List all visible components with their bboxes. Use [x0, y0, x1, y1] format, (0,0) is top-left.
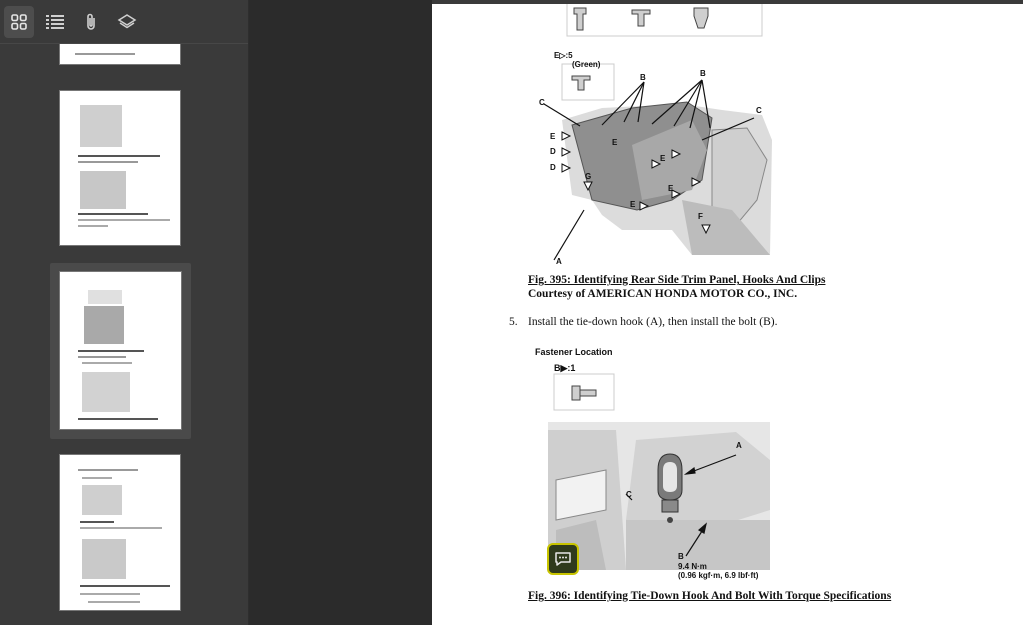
figure-label: F [698, 212, 703, 221]
figure-label: B [678, 552, 684, 561]
figure-label: E [630, 200, 636, 209]
page-thumbnail-selected[interactable] [59, 271, 182, 430]
figure-label: B [700, 69, 706, 78]
figure-395-caption: Fig. 395: Identifying Rear Side Trim Panel, Hooks And Clips [528, 274, 826, 286]
attachments-button[interactable] [76, 6, 106, 38]
figure-395-courtesy: Courtesy of AMERICAN HONDA MOTOR CO., INC. [528, 288, 798, 300]
figure-label: C [756, 106, 762, 115]
chat-button[interactable] [547, 543, 579, 575]
figure-label: (Green) [572, 60, 601, 69]
page-thumbnail[interactable] [59, 90, 181, 246]
figure-label: C [626, 490, 632, 499]
figure-label: E [668, 184, 674, 193]
figure-label: A [556, 257, 562, 266]
fastener-count-label: B▶:1 [554, 363, 576, 373]
figure-label: E [612, 138, 618, 147]
figure-label: A [736, 441, 742, 450]
sidebar-toolbar [0, 0, 249, 44]
outline-icon [45, 13, 65, 31]
figure-label: B [640, 73, 646, 82]
outline-button[interactable] [40, 6, 70, 38]
figure-396-caption: Fig. 396: Identifying Tie-Down Hook And Bolt With Torque Specifications [528, 590, 892, 602]
viewer-background [250, 0, 432, 625]
figure-label: E▷:5 [554, 51, 573, 60]
figure-395-illustration [532, 4, 782, 270]
layers-icon [117, 13, 137, 31]
figure-label: E [550, 132, 556, 141]
thumbnails-icon [10, 13, 28, 31]
figure-label: D [550, 147, 556, 156]
figure-label: D [550, 163, 556, 172]
torque-value: 9.4 N·m [678, 562, 707, 571]
layers-button[interactable] [112, 6, 142, 38]
torque-value-alt: (0.96 kgf·m, 6.9 lbf·ft) [678, 571, 759, 580]
thumbnail-sidebar[interactable] [0, 0, 249, 625]
attachments-icon [83, 12, 99, 32]
figure-label: C [539, 98, 545, 107]
document-page[interactable] [432, 4, 1023, 625]
figure-label: G [585, 172, 592, 181]
figure-label: E [660, 154, 666, 163]
step-number: 5. [509, 316, 518, 328]
thumbnails-button[interactable] [4, 6, 34, 38]
fastener-location-label: Fastener Location [535, 347, 613, 357]
page-thumbnail[interactable] [59, 454, 181, 611]
chat-bubble-icon [554, 550, 572, 568]
step-text: Install the tie-down hook (A), then install the bolt (B). [528, 316, 778, 328]
